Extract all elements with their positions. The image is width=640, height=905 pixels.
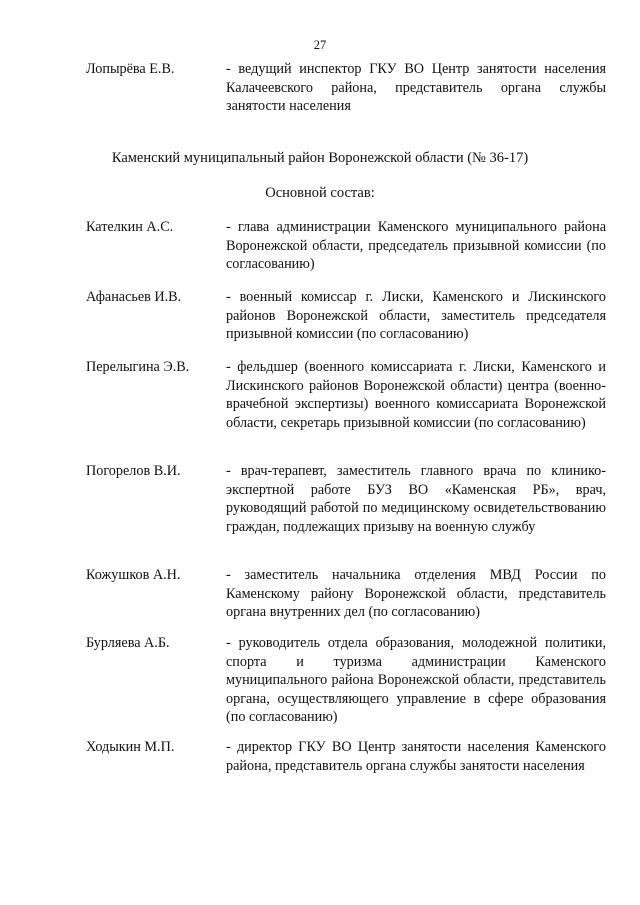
member-name: Бурляева А.Б. [86, 635, 170, 651]
subsection-title: Основной состав: [265, 185, 375, 201]
member-name: Кожушков А.Н. [86, 567, 181, 583]
member-role: - глава администрации Каменского муниципального района Воронежской области, председатель призывной комиссии (по согласованию) [226, 219, 606, 272]
member-entry [86, 218, 606, 274]
member-entry [86, 288, 606, 344]
member-name: Кателкин А.С. [86, 219, 174, 235]
member-entry [86, 634, 606, 727]
member-name: Афанасьев И.В. [86, 289, 182, 305]
member-role: - ведущий инспектор ГКУ ВО Центр занятости населения Калачеевского района, представитель органа службы занятости населения [226, 61, 606, 114]
member-entry [86, 566, 606, 622]
member-entry [86, 738, 606, 775]
member-name: Лопырёва Е.В. [86, 61, 175, 77]
section-title: Каменский муниципальный район Воронежской области (№ 36-17) [111, 150, 529, 166]
member-role: - военный комиссар г. Лиски, Каменского и Лискинского районов Воронежской области, заместитель председателя призывной комиссии (по согласованию) [226, 289, 606, 342]
member-name: Перелыгина Э.В. [86, 359, 190, 375]
member-name: Погорелов В.И. [86, 463, 181, 479]
member-role: - фельдшер (военного комиссариата г. Лиски, Каменского и Лискинского районов Воронежской области) центра (военно-врачебной экспертизы) военного комиссариата Воронежской области, секретарь призывной комиссии (по согласованию) [226, 359, 606, 431]
member-role: - заместитель начальника отделения МВД России по Каменскому району Воронежской области, представитель органа внутренних дел (по согласованию) [226, 567, 606, 620]
member-role: - руководитель отдела образования, молодежной политики, спорта и туризма администрации Каменского муниципального района Воронежской области, представитель органа, осуществляющего управление в сфере образования (по согласованию) [226, 635, 606, 725]
member-role: - директор ГКУ ВО Центр занятости населения Каменского района, представитель органа службы занятости населения [226, 739, 606, 774]
page-number: 27 [313, 38, 327, 52]
member-entry [86, 462, 606, 536]
member-role: - врач-терапевт, заместитель главного врача по клинико-экспертной работе БУЗ ВО «Каменская РБ», врач, руководящий работой по медицинскому освидетельствованию граждан, подлежащих призыву на военную службу [226, 463, 606, 535]
member-entry [86, 358, 606, 432]
member-name: Ходыкин М.П. [86, 739, 175, 755]
member-entry [86, 60, 606, 116]
